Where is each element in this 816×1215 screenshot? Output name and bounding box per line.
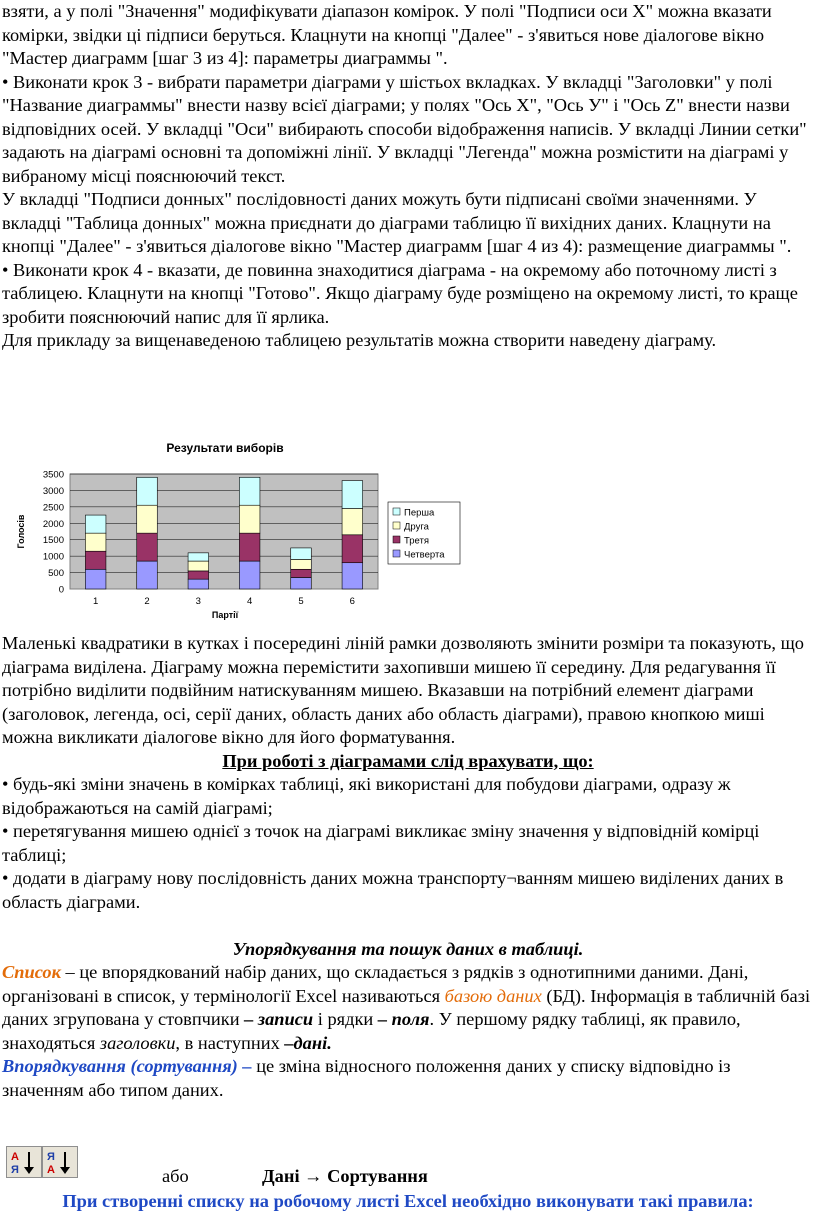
bar-segment	[85, 569, 106, 589]
x-tick-label: 5	[298, 596, 304, 607]
bar-segment	[342, 535, 363, 563]
bar-segment	[342, 481, 363, 509]
bar-segment	[137, 505, 158, 533]
bar-segment	[188, 571, 209, 579]
paragraph-step3: • Виконати крок 3 - вибрати параметри діаграми у шістьох вкладках. У вкладці "Заголовки" у полі "Название диаграммы" внести назву всієї діаграми; у полях "Ось X", "Ось У" і "Ось Z" внести назви відповідних осей. У вкладці "Оси" вибирають способи відображення написів. У вкладці Линии сетки" задають на діаграмі основні та допоміжні лінії. У вкладці "Легенда" можна розмістити на діаграмі у вибраному місці пояснюючий текст.	[2, 71, 807, 186]
sort-or-label: або	[162, 1166, 189, 1186]
bar-segment	[239, 533, 260, 561]
legend-label: Третя	[404, 535, 430, 547]
document-page-lower	[0, 632, 816, 1102]
term-database: базою даних	[444, 985, 542, 1006]
y-tick-label: 2500	[42, 502, 64, 514]
plot-area	[70, 474, 378, 589]
bar-segment	[188, 561, 209, 571]
y-axis-label: Голосів	[16, 514, 26, 549]
bar-segment	[291, 559, 312, 569]
document-page	[0, 0, 816, 353]
legend-label: Перша	[404, 507, 435, 519]
bar-segment	[342, 563, 363, 589]
svg-text:Я: Я	[47, 1151, 55, 1163]
bar-segment	[85, 533, 106, 551]
paragraph-step4: • Виконати крок 4 - вказати, де повинна знаходитися діаграма - на окремому або поточному листі з таблицею. Клацнути на кнопці "Готово". Якщо діаграму буде розміщено на окремому листі, то краще зробити пояснюючий напис для її ярлика.	[2, 259, 798, 327]
bar-segment	[137, 561, 158, 589]
chart-svg	[0, 432, 470, 622]
y-tick-label: 2000	[42, 518, 64, 530]
legend-swatch	[393, 536, 400, 543]
term-fields: – поля	[377, 1009, 430, 1029]
heading-sorting-search: Упорядкування та пошук даних в таблиці.	[232, 938, 584, 959]
legend-label: Четверта	[404, 549, 445, 561]
legend-label: Друга	[404, 521, 429, 533]
bar-segment	[291, 548, 312, 560]
list-rules-heading: При створенні списку на робочому листі Excel необхідно виконувати такі правила:	[62, 1191, 754, 1211]
bar-segment	[291, 569, 312, 577]
bullet-drag-point: • перетягування мишею однієї з точок на діаграмі викликає зміну значення у відповідній комірці таблиці;	[2, 821, 760, 865]
svg-text:Я: Я	[11, 1164, 19, 1176]
y-tick-label: 1000	[42, 551, 64, 563]
y-tick-label: 3000	[42, 485, 64, 497]
bar-segment	[239, 477, 260, 505]
bar-segment	[85, 515, 106, 533]
term-sorting: Впорядкування (сортування) –	[2, 1056, 252, 1076]
bar-segment	[188, 553, 209, 561]
bar-segment	[342, 509, 363, 535]
legend-swatch	[393, 550, 400, 557]
bar-segment	[85, 551, 106, 569]
paragraph-intro: взяти, а у полі "Значення" модифікувати діапазон комірок. У полі "Подписи оси X" можна вказати комірки, звідки ці підписи беруться. Клацнути на кнопці "Далее" - з'явиться нове діалогове вікно "Мастер диаграмм [шаг 3 из 4]: параметры диаграммы ".	[2, 1, 772, 68]
term-data: –дані.	[284, 1032, 332, 1053]
legend-swatch	[393, 522, 400, 529]
paragraph-sorting-definition: Впорядкування (сортування) – це зміна відносного положення даних у списку відповідно із значенням або типом даних.	[2, 1056, 731, 1100]
term-list: Список	[2, 962, 61, 982]
paragraph-list-definition: Список – це впорядкований набір даних, що складається з рядків з однотипними даними. Дані, організовані в список, у термінології Excel називаються базою даних (БД). Інформація в табличній базі даних згрупована у стовпчики – записи і рядки – поля. У першому рядку таблиці, як правило, знаходяться заголовки, в наступних –дані.	[2, 962, 811, 1053]
chart-title: Результати виборів	[166, 441, 284, 455]
y-tick-label: 3500	[42, 469, 64, 481]
svg-text:А: А	[47, 1164, 55, 1176]
bar-segment	[188, 579, 209, 589]
bullet-add-series: • додати в діаграму нову послідовність даних можна транспорту¬ванням мишею виділених даних в область діаграми.	[2, 868, 784, 912]
y-tick-label: 0	[58, 584, 64, 596]
bar-segment	[239, 505, 260, 533]
x-tick-label: 1	[93, 596, 99, 607]
paragraph-data-labels: У вкладці "Подписи донных" послідовності даних можуть бути підписані своїми значеннями. У вкладці "Таблица донных" можна приєднати до діаграми таблицю її вихідних даних. Клацнути на кнопці "Далее" - з'явиться діалогове вікно "Мастер диаграмм [шаг 4 из 4): размещение диаграммы ".	[2, 189, 792, 256]
heading-working-with-charts: При роботі з діаграмами слід врахувати, що:	[222, 750, 594, 771]
bullet-cell-changes: • будь-які зміни значень в комірках таблиці, які використані для побудови діаграми, одразу ж відображаються на самій діаграмі;	[2, 774, 731, 818]
x-tick-label: 4	[247, 596, 253, 607]
term-records: – записи	[244, 1009, 314, 1029]
bar-segment	[291, 578, 312, 590]
sort-menu-path: Дані → Сортування	[262, 1166, 428, 1186]
paragraph-chart-editing: Маленькі квадратики в кутках і посередині ліній рамки дозволяють змінити розміри та показують, що діаграма виділена. Діаграму можна перемістити захопивши мишею її середину. Для редагування її потрібно виділити подвійним натискуванням мишею. Вказавши на потрібний елемент діаграми (заголовок, легенда, осі, серії даних, область даних або область діаграми), правою кнопкою миші можна викликати діалогове вікно для його форматування.	[2, 633, 804, 747]
x-tick-label: 3	[195, 596, 201, 607]
x-tick-label: 6	[349, 596, 355, 607]
y-tick-label: 500	[48, 568, 64, 580]
term-headers: заголовки	[99, 1032, 176, 1053]
bar-segment	[137, 477, 158, 505]
svg-text:А: А	[11, 1151, 19, 1163]
results-chart	[0, 432, 470, 622]
y-tick-label: 1500	[42, 535, 64, 547]
paragraph-example: Для прикладу за вищенаведеною таблицею результатів можна створити наведену діаграму.	[2, 330, 717, 350]
legend-swatch	[393, 508, 400, 515]
x-axis-label: Партії	[211, 610, 239, 620]
bar-segment	[239, 561, 260, 589]
x-tick-label: 2	[144, 596, 150, 607]
bar-segment	[137, 533, 158, 561]
